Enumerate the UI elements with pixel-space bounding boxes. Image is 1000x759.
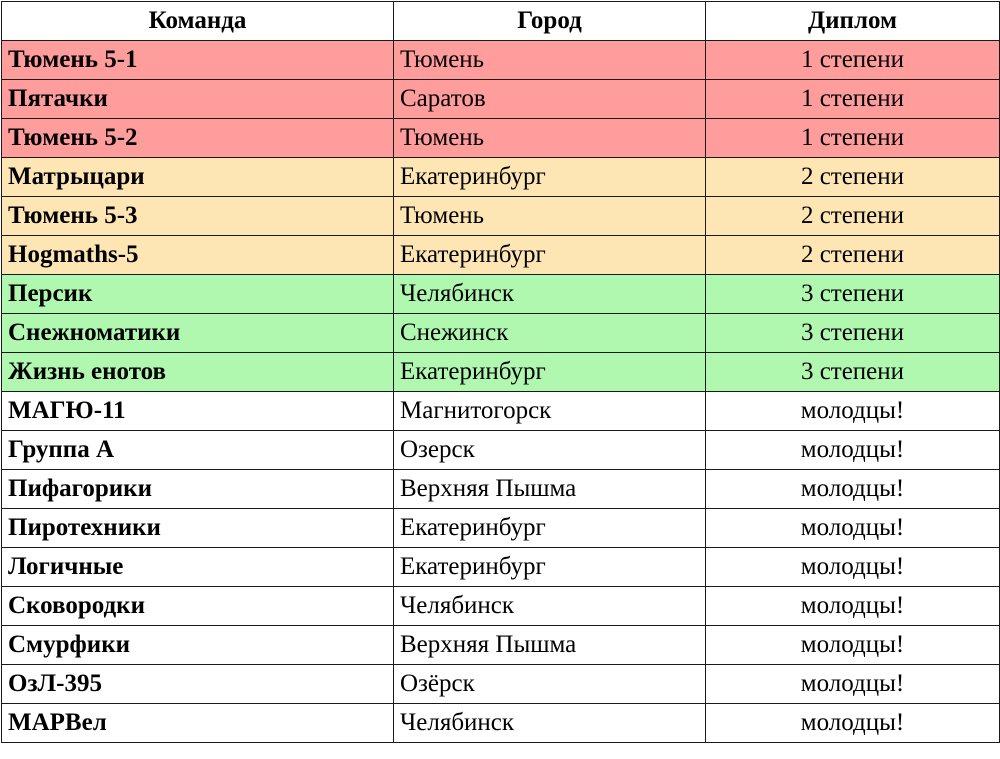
diploma-cell: 3 степени [706, 353, 1000, 392]
diploma-cell: 1 степени [706, 80, 1000, 119]
diploma-cell: молодцы! [706, 548, 1000, 587]
results-table [1, 1, 1000, 743]
city-cell: Екатеринбург [394, 236, 706, 275]
table-row [2, 197, 1000, 236]
team-cell: Пиротехники [2, 509, 394, 548]
city-cell: Челябинск [394, 704, 706, 743]
table-row [2, 665, 1000, 704]
table-row [2, 626, 1000, 665]
diploma-cell: 3 степени [706, 314, 1000, 353]
team-cell: Пифагорики [2, 470, 394, 509]
city-cell: Верхняя Пышма [394, 470, 706, 509]
header-diploma: Диплом [706, 2, 1000, 41]
city-cell: Екатеринбург [394, 548, 706, 587]
diploma-cell: молодцы! [706, 431, 1000, 470]
table-row [2, 431, 1000, 470]
table-row [2, 509, 1000, 548]
city-cell: Озерск [394, 431, 706, 470]
diploma-cell: 2 степени [706, 197, 1000, 236]
table-row [2, 548, 1000, 587]
city-cell: Магнитогорск [394, 392, 706, 431]
table-row [2, 314, 1000, 353]
diploma-cell: 3 степени [706, 275, 1000, 314]
city-cell: Челябинск [394, 275, 706, 314]
team-cell: Тюмень 5-1 [2, 41, 394, 80]
header-team: Команда [2, 2, 394, 41]
team-cell: Группа А [2, 431, 394, 470]
diploma-cell: молодцы! [706, 626, 1000, 665]
diploma-cell: 2 степени [706, 158, 1000, 197]
table-row [2, 392, 1000, 431]
team-cell: Матрыцари [2, 158, 394, 197]
header-city: Город [394, 2, 706, 41]
diploma-cell: молодцы! [706, 392, 1000, 431]
table-row [2, 353, 1000, 392]
diploma-cell: молодцы! [706, 509, 1000, 548]
team-cell: Тюмень 5-2 [2, 119, 394, 158]
city-cell: Снежинск [394, 314, 706, 353]
table-row [2, 119, 1000, 158]
team-cell: Сковородки [2, 587, 394, 626]
city-cell: Екатеринбург [394, 158, 706, 197]
diploma-cell: 1 степени [706, 119, 1000, 158]
city-cell: Тюмень [394, 41, 706, 80]
city-cell: Челябинск [394, 587, 706, 626]
table-row [2, 236, 1000, 275]
table-row [2, 80, 1000, 119]
city-cell: Екатеринбург [394, 509, 706, 548]
diploma-cell: молодцы! [706, 470, 1000, 509]
city-cell: Саратов [394, 80, 706, 119]
header-row [2, 2, 1000, 41]
team-cell: Смурфики [2, 626, 394, 665]
diploma-cell: молодцы! [706, 704, 1000, 743]
table-row [2, 704, 1000, 743]
diploma-cell: молодцы! [706, 587, 1000, 626]
team-cell: МАГЮ-11 [2, 392, 394, 431]
team-cell: Пятачки [2, 80, 394, 119]
team-cell: МАРВел [2, 704, 394, 743]
team-cell: Тюмень 5-3 [2, 197, 394, 236]
city-cell: Озёрск [394, 665, 706, 704]
table-body [2, 41, 1000, 743]
table-row [2, 275, 1000, 314]
team-cell: Жизнь енотов [2, 353, 394, 392]
team-cell: ОзЛ-395 [2, 665, 394, 704]
table-row [2, 587, 1000, 626]
city-cell: Верхняя Пышма [394, 626, 706, 665]
diploma-cell: 2 степени [706, 236, 1000, 275]
diploma-cell: молодцы! [706, 665, 1000, 704]
table-row [2, 158, 1000, 197]
team-cell: Логичные [2, 548, 394, 587]
city-cell: Тюмень [394, 119, 706, 158]
city-cell: Екатеринбург [394, 353, 706, 392]
team-cell: Снежноматики [2, 314, 394, 353]
team-cell: Hogmaths-5 [2, 236, 394, 275]
team-cell: Персик [2, 275, 394, 314]
table-row [2, 470, 1000, 509]
diploma-cell: 1 степени [706, 41, 1000, 80]
city-cell: Тюмень [394, 197, 706, 236]
table-row [2, 41, 1000, 80]
